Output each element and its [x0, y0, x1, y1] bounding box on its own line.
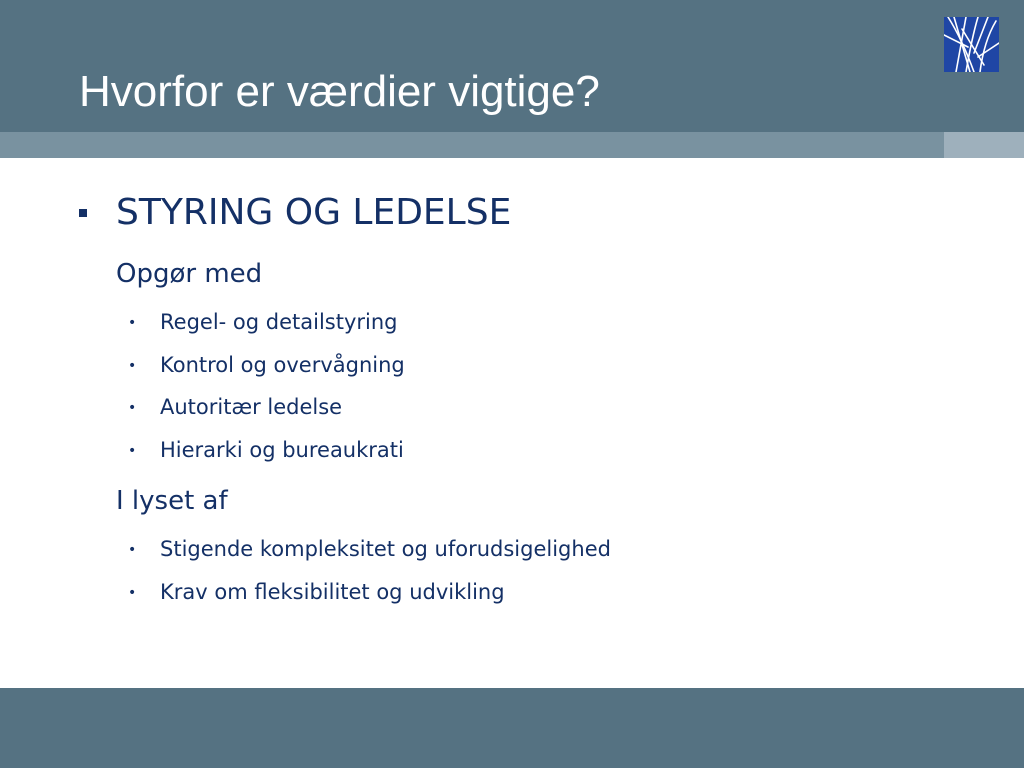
group-label: I lyset af	[116, 486, 228, 516]
square-bullet-icon	[79, 209, 87, 217]
list-item-text: Autoritær ledelse	[160, 395, 343, 419]
section-heading: STYRING OG LEDELSE	[116, 192, 512, 233]
bullet-dot-icon: •	[128, 585, 137, 601]
list-item-text: Stigende kompleksitet og uforudsigelighed	[160, 537, 611, 561]
bullet-dot-icon: •	[128, 400, 137, 416]
slide-footer	[0, 688, 1024, 768]
list-item-text: Hierarki og bureaukrati	[160, 438, 404, 462]
list-item	[128, 535, 611, 564]
list-item-text: Krav om fleksibilitet og udvikling	[160, 580, 505, 604]
list-item	[128, 578, 505, 607]
list-item	[128, 393, 342, 422]
list-item	[128, 308, 398, 337]
bullet-dot-icon: •	[128, 542, 137, 558]
list-item	[128, 436, 404, 465]
bullet-dot-icon: •	[128, 358, 137, 374]
list-item-text: Regel- og detailstyring	[160, 310, 398, 334]
list-item-text: Kontrol og overvågning	[160, 353, 405, 377]
list-item	[128, 351, 405, 380]
bullet-dot-icon: •	[128, 443, 137, 459]
slide-title: Hvorfor er værdier vigtige?	[79, 67, 600, 116]
bullet-dot-icon: •	[128, 315, 137, 331]
group-label: Opgør med	[116, 259, 263, 289]
